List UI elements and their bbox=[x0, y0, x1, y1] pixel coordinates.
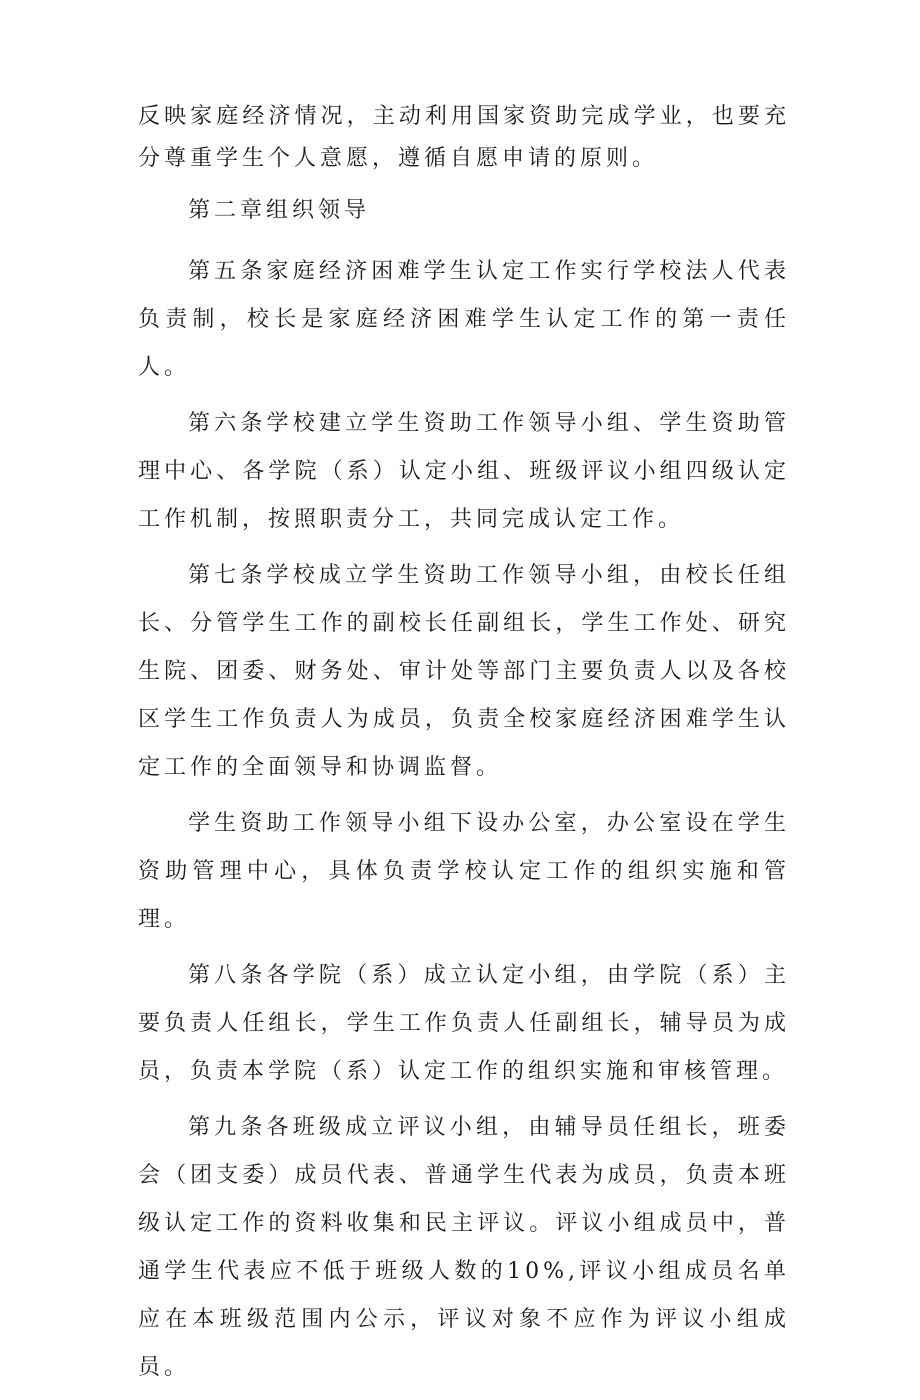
chapter-heading: 第二章组织领导 bbox=[188, 198, 371, 223]
article-9: 第九条各班级成立评议小组，由辅导员任组长，班委会（团支委）成员代表、普通学生代表为成员，负责本班级认定工作的资料收集和民主评议。评议小组成员中，普通学生代表应不低于班级人数的10%,评议小组成员名单应在本班级范围内公示，评议对象不应作为评议小组成员。 bbox=[138, 1115, 790, 1380]
paragraph-continuation: 反映家庭经济情况，主动利用国家资助完成学业，也要充分尊重学生个人意愿，遵循自愿申请的原则。 bbox=[138, 104, 790, 171]
article-7-office: 学生资助工作领导小组下设办公室，办公室设在学生资助管理中心，具体负责学校认定工作的组织实施和管理。 bbox=[138, 811, 790, 932]
document-page bbox=[138, 96, 790, 1400]
article-8: 第八条各学院（系）成立认定小组，由学院（系）主要负责人任组长，学生工作负责人任副组长，辅导员为成员，负责本学院（系）认定工作的组织实施和审核管理。 bbox=[138, 963, 790, 1084]
article-7: 第七条学校成立学生资助工作领导小组，由校长任组长、分管学生工作的副校长任副组长，学生工作处、研究生院、团委、财务处、审计处等部门主要负责人以及各校区学生工作负责人为成员，负责全校家庭经济困难学生认定工作的全面领导和协调监督。 bbox=[138, 563, 790, 780]
article-6: 第六条学校建立学生资助工作领导小组、学生资助管理中心、各学院（系）认定小组、班级评议小组四级认定工作机制，按照职责分工，共同完成认定工作。 bbox=[138, 411, 790, 532]
article-5: 第五条家庭经济困难学生认定工作实行学校法人代表负责制，校长是家庭经济困难学生认定工作的第一责任人。 bbox=[138, 259, 790, 380]
